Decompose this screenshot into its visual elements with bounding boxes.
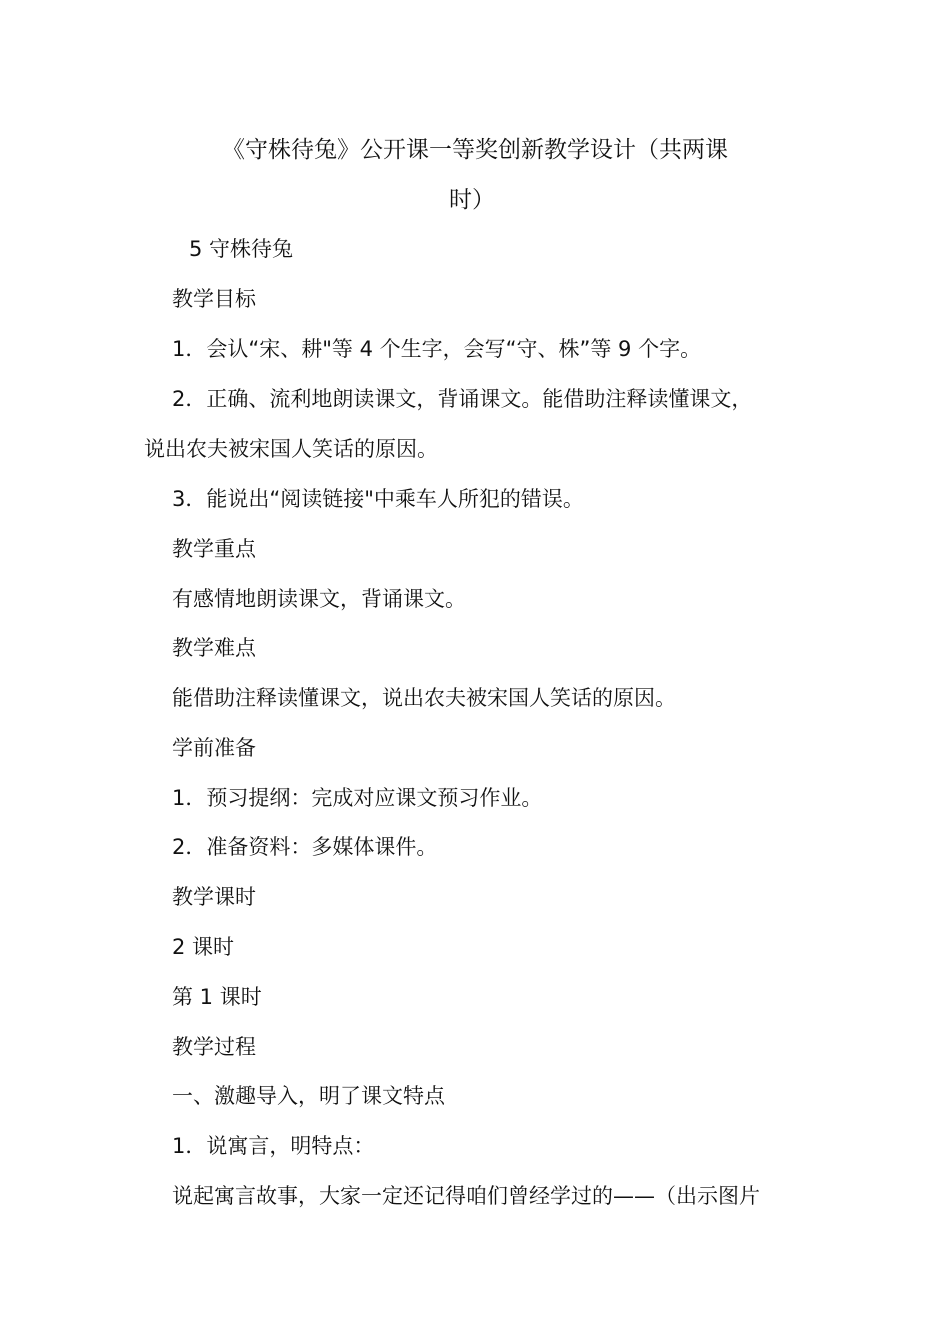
step-1-text: 说起寓言故事，大家一定还记得咱们曾经学过的——（出示图片 bbox=[172, 1184, 760, 1208]
difficulty-heading: 教学难点 bbox=[172, 636, 256, 660]
lesson-heading: 5 守株待兔 bbox=[189, 237, 294, 261]
preparation-heading: 学前准备 bbox=[172, 736, 256, 760]
session-heading: 第 1 课时 bbox=[172, 985, 262, 1009]
key-points-heading: 教学重点 bbox=[172, 537, 256, 561]
preparation-item-2: 2．准备资料：多媒体课件。 bbox=[172, 835, 438, 859]
difficulty-text: 能借助注释读懂课文，说出农夫被宋国人笑话的原因。 bbox=[172, 686, 676, 710]
key-points-text: 有感情地朗读课文，背诵课文。 bbox=[172, 587, 466, 611]
goal-item-1: 1．会认“宋、耕"等 4 个生字，会写“守、株”等 9 个字。 bbox=[172, 337, 702, 361]
goal-item-2-line1: 2．正确、流利地朗读课文，背诵课文。能借助注释读懂课文， bbox=[172, 387, 753, 411]
document-title-line1: 《守株待兔》公开课一等奖创新教学设计（共两课 bbox=[222, 137, 728, 163]
preparation-item-1: 1．预习提纲：完成对应课文预习作业。 bbox=[172, 786, 543, 810]
process-heading: 教学过程 bbox=[172, 1035, 256, 1059]
goals-heading: 教学目标 bbox=[172, 287, 256, 311]
document-title-line2: 时） bbox=[449, 187, 495, 213]
step-1-subheading: 1．说寓言，明特点： bbox=[172, 1134, 375, 1158]
class-hours-text: 2 课时 bbox=[172, 935, 235, 959]
goal-item-2-line2: 说出农夫被宋国人笑话的原因。 bbox=[144, 437, 438, 461]
goal-item-3: 3．能说出“阅读链接"中乘车人所犯的错误。 bbox=[172, 487, 584, 511]
class-hours-heading: 教学课时 bbox=[172, 885, 256, 909]
step-1-heading: 一、激趣导入，明了课文特点 bbox=[172, 1084, 445, 1108]
